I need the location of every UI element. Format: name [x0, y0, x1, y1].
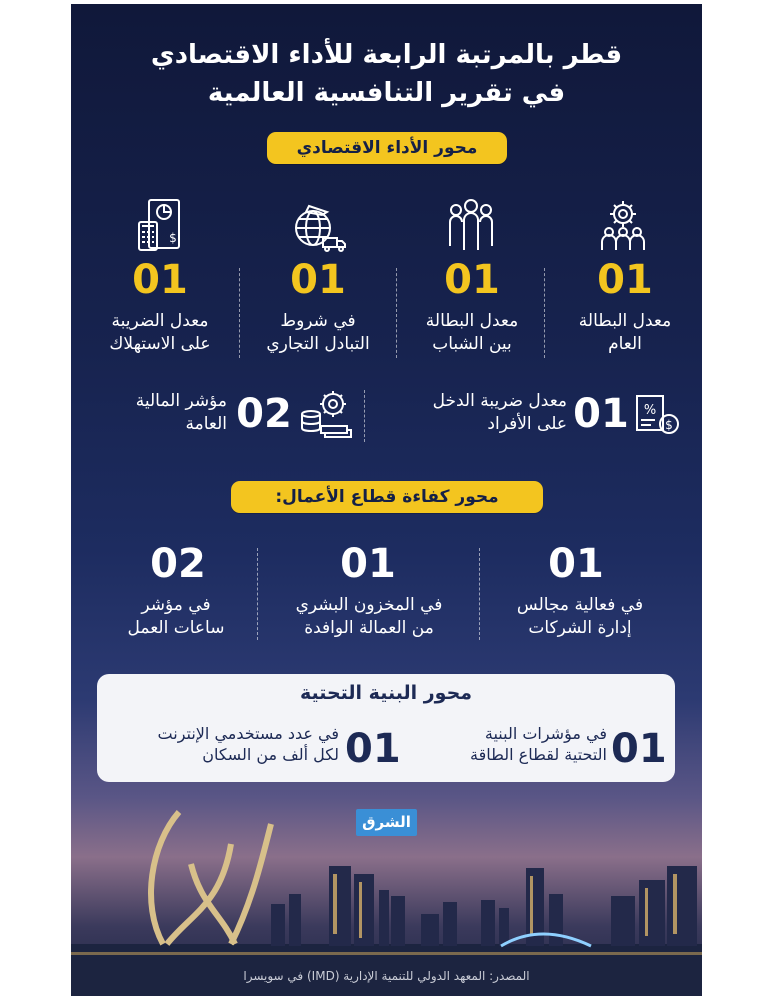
- rank-general-unemployment: 01: [597, 257, 653, 303]
- infrastructure-card: [97, 674, 675, 782]
- al-sharq-logo: الشرق: [356, 809, 417, 836]
- label-line: لكل ألف من السكان: [202, 744, 339, 764]
- label-line: في شروط: [280, 311, 356, 331]
- tax-calculator-icon: [135, 196, 185, 254]
- rank-income-tax: 01: [573, 391, 629, 437]
- label-consumption-tax: [85, 310, 235, 356]
- source-caption: المصدر: المعهد الدولي للتنمية الإدارية (IMD) في سويسرا: [243, 969, 530, 983]
- business-section-header: محور كفاءة قطاع الأعمال:: [231, 481, 543, 513]
- label-line: ساعات العمل: [127, 617, 225, 638]
- label-working-hours: [101, 594, 251, 640]
- public-finance-icon: [297, 388, 353, 440]
- economic-section-header: محور الأداء الاقتصادي: [267, 132, 507, 164]
- rank-working-hours: 02: [150, 541, 206, 587]
- rank-youth-unemployment: 01: [444, 257, 500, 303]
- trade-globe-icon: [289, 200, 347, 254]
- label-line: في مؤشر: [141, 595, 211, 615]
- label-terms-of-trade: [248, 310, 388, 356]
- rank-internet-users: 01: [345, 726, 401, 772]
- rank-terms-of-trade: 01: [290, 257, 346, 303]
- divider: [479, 548, 480, 640]
- people-gear-icon: [594, 196, 652, 254]
- label-youth-unemployment: [402, 310, 542, 356]
- label-energy-infrastructure: [403, 724, 607, 766]
- divider: [239, 268, 240, 358]
- svg-text:$: $: [665, 418, 673, 432]
- label-line: معدل الضريبة: [111, 311, 209, 331]
- infrastructure-section-header: محور البنية التحتية: [299, 682, 473, 704]
- label-line: مؤشر المالية: [135, 391, 227, 411]
- divider: [396, 268, 397, 358]
- title-line-2: في تقرير التنافسية العالمية: [207, 78, 566, 108]
- label-line: معدل ضريبة الدخل: [432, 391, 567, 411]
- divider: [257, 548, 258, 640]
- label-line: معدل البطالة: [425, 311, 519, 331]
- rank-consumption-tax: 01: [132, 257, 188, 303]
- label-line: التحتية لقطاع الطاقة: [470, 744, 607, 764]
- label-line: في عدد مستخدمي الإنترنت: [157, 724, 339, 743]
- income-tax-icon: [631, 392, 681, 438]
- label-income-tax: [371, 390, 567, 436]
- youth-group-icon: [444, 196, 498, 254]
- label-line: العام: [608, 333, 642, 354]
- label-foreign-labor: [267, 594, 471, 640]
- label-general-unemployment: [555, 310, 695, 356]
- divider: [364, 390, 365, 442]
- label-internet-users: [105, 724, 339, 766]
- label-line: في المخزون البشري: [295, 595, 443, 615]
- label-board-effectiveness: [485, 594, 675, 640]
- label-line: في مؤشرات البنية: [484, 724, 607, 743]
- rank-energy-infrastructure: 01: [611, 726, 667, 772]
- infographic-poster: [71, 4, 702, 996]
- rank-board-effectiveness: 01: [548, 541, 604, 587]
- rank-foreign-labor: 01: [340, 541, 396, 587]
- divider: [544, 268, 545, 358]
- label-line: بين الشباب: [432, 333, 512, 354]
- label-line: إدارة الشركات: [528, 617, 632, 638]
- label-line: على الاستهلاك: [109, 333, 211, 354]
- label-line: في فعالية مجالس: [516, 595, 644, 615]
- svg-text:%: %: [643, 403, 657, 418]
- title-line-1: قطر بالمرتبة الرابعة للأداء الاقتصادي: [150, 40, 623, 70]
- label-line: العامة: [185, 413, 227, 434]
- label-line: من العمالة الوافدة: [304, 617, 434, 638]
- label-line: على الأفراد: [487, 413, 567, 434]
- label-line: التبادل التجاري: [266, 333, 370, 354]
- svg-text:$: $: [169, 231, 177, 245]
- label-line: معدل البطالة: [578, 311, 672, 331]
- rank-public-finance: 02: [236, 391, 292, 437]
- label-public-finance: [85, 390, 227, 436]
